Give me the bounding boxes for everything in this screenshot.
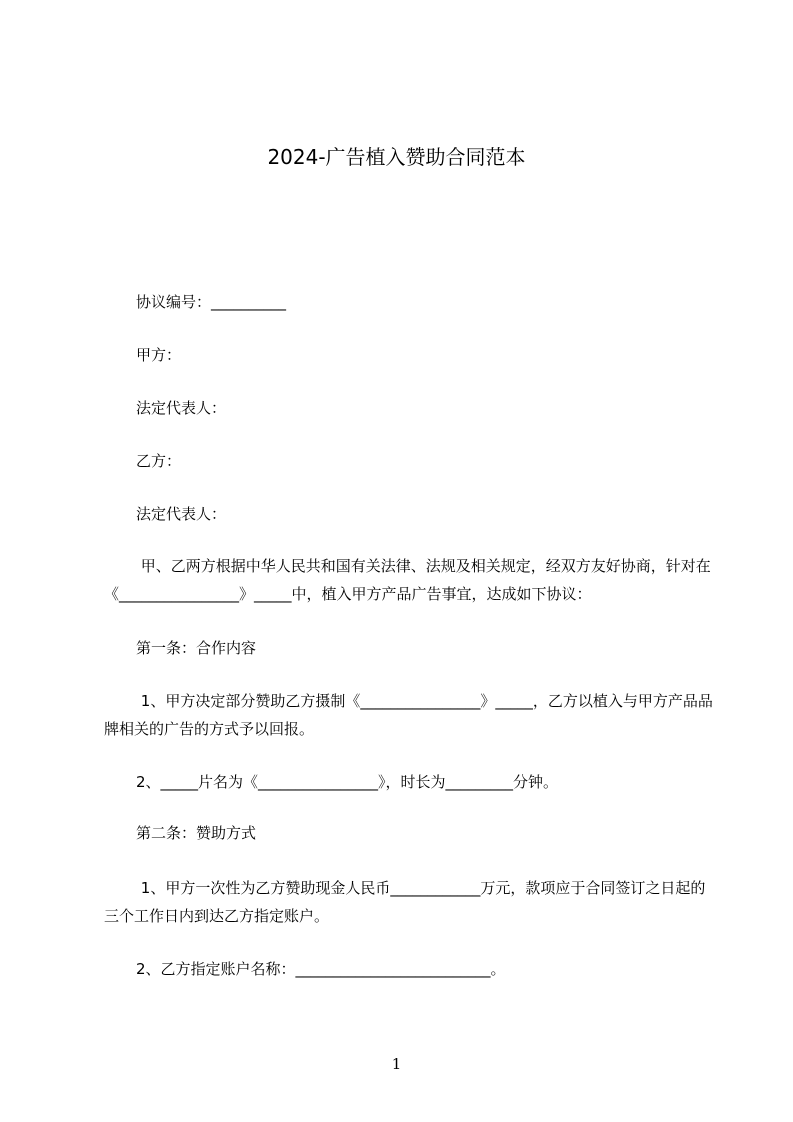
article-2-clause-1: 1、甲方一次性为乙方赞助现金人民币____________万元，款项应于合同签订之日起的三个工作日内到达乙方指定账户。	[104, 879, 706, 925]
preamble-paragraph: 甲、乙两方根据中华人民共和国有关法律、法规及相关规定，经双方友好协商，针对在《________________》_____中，植入甲方产品广告事宜，达成如下协议：	[104, 557, 711, 603]
party-a: 甲方：	[136, 346, 182, 364]
article-2-heading: 第二条：赞助方式	[136, 824, 257, 842]
document-title: 2024-广告植入赞助合同范本	[267, 145, 526, 169]
page-number: 1	[391, 1055, 402, 1073]
article-1-clause-1: 1、甲方决定部分赞助乙方摄制《________________》_____，乙方以植入与甲方产品品牌相关的广告的方式予以回报。	[104, 692, 713, 738]
article-1-heading: 第一条：合作内容	[136, 639, 257, 657]
article-1-clause-2: 2、_____片名为《________________》，时长为_________分钟。	[136, 773, 559, 791]
party-a-representative: 法定代表人：	[136, 399, 227, 417]
agreement-number: 协议编号：__________	[136, 293, 287, 311]
party-b-representative: 法定代表人：	[136, 505, 227, 523]
party-b: 乙方：	[136, 452, 182, 470]
article-2-clause-2: 2、乙方指定账户名称：__________________________。	[136, 960, 506, 978]
